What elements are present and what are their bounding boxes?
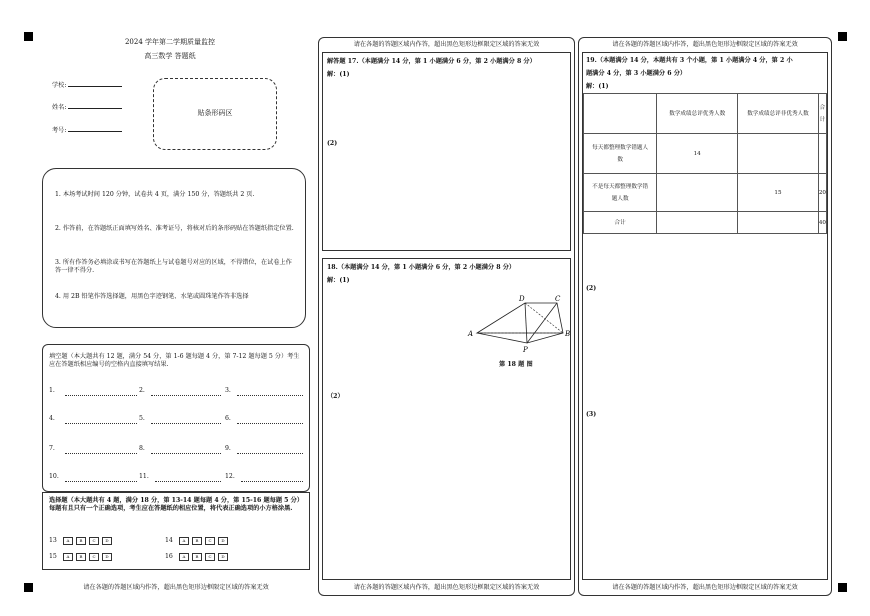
q17-solution-label: 解：(1) bbox=[327, 71, 350, 78]
choice-row-13 bbox=[49, 537, 115, 545]
q19-part3-label: (3) bbox=[586, 411, 597, 418]
edge bbox=[527, 303, 557, 343]
table-row-label: 合计 bbox=[584, 212, 657, 234]
question-number: 13 bbox=[49, 537, 57, 544]
q17-answer-area[interactable] bbox=[322, 52, 571, 251]
table-row bbox=[584, 212, 827, 234]
option-c-box[interactable]: C bbox=[89, 537, 99, 545]
point-d-label: D bbox=[519, 295, 525, 303]
option-a-box[interactable]: A bbox=[63, 553, 73, 561]
question-number: 15 bbox=[49, 553, 57, 560]
table-row bbox=[584, 174, 827, 212]
edge bbox=[477, 333, 527, 343]
q17-header: 解答题 17.（本题满分 14 分，第 1 小题满分 6 分，第 2 小题满分 8 分） bbox=[327, 58, 536, 65]
answer-blank[interactable] bbox=[151, 453, 221, 454]
option-a-box[interactable]: A bbox=[63, 537, 73, 545]
q19-part2-label: (2) bbox=[586, 285, 597, 292]
blank-number: 1. bbox=[49, 387, 55, 394]
multiple-choice-header: 选择题（本大题共有 4 题，满分 18 分，第 13-14 题每题 4 分，第 15-16 题每题 5 分）每题有且只有一个正确选项，考生应在答题纸的相应位置，将代表正确选项的小方格涂黑. bbox=[49, 497, 304, 512]
answer-blank[interactable] bbox=[65, 395, 137, 396]
answer-blank[interactable] bbox=[65, 481, 137, 482]
q19-solution-label: 解：(1) bbox=[586, 83, 609, 90]
point-a-label: A bbox=[468, 330, 474, 338]
table-cell bbox=[738, 134, 819, 174]
multiple-choice-section bbox=[42, 492, 310, 570]
option-d-box[interactable]: D bbox=[102, 553, 112, 561]
barcode-area bbox=[153, 78, 277, 150]
choice-row-15 bbox=[49, 553, 115, 561]
name-blank[interactable] bbox=[68, 108, 122, 109]
registration-mark bbox=[838, 32, 847, 41]
blank-number: 10. bbox=[49, 473, 59, 480]
table-header-cell bbox=[584, 94, 657, 134]
q18-figure-caption: 第 18 题 图 bbox=[499, 361, 533, 368]
q18-part2-label: （2） bbox=[327, 393, 344, 400]
q19-answer-area[interactable] bbox=[582, 52, 828, 580]
school-blank[interactable] bbox=[68, 86, 122, 87]
blank-number: 5. bbox=[139, 415, 145, 422]
answer-blank[interactable] bbox=[155, 481, 221, 482]
blank-number: 6. bbox=[225, 415, 231, 422]
option-b-box[interactable]: B bbox=[76, 537, 86, 545]
contingency-table bbox=[583, 93, 827, 234]
point-c-label: C bbox=[555, 295, 561, 303]
edge bbox=[527, 333, 563, 343]
blank-number: 9. bbox=[225, 445, 231, 452]
table-cell bbox=[657, 212, 738, 234]
table-cell bbox=[738, 212, 819, 234]
warning-note: 请在各题的答题区域内作答，超出黑色矩形边框限定区域的答案无效 bbox=[353, 41, 540, 48]
exam-number-field[interactable] bbox=[52, 127, 122, 135]
table-row-label: 不是每天都整理数学错题人数 bbox=[584, 174, 657, 212]
instruction-item: 3. 所有作答务必填涂或书写在答题纸上与试卷题号对应的区域，不得错位，在试卷上作答一律不得分. bbox=[55, 259, 292, 274]
blank-number: 4. bbox=[49, 415, 55, 422]
blank-number: 8. bbox=[139, 445, 145, 452]
option-c-box[interactable]: C bbox=[205, 553, 215, 561]
answer-blank[interactable] bbox=[151, 423, 221, 424]
q18-solution-label: 解：(1) bbox=[327, 277, 350, 284]
table-row-label: 每天都整理数学错题人数 bbox=[584, 134, 657, 174]
table-cell bbox=[818, 134, 826, 174]
question-number: 16 bbox=[165, 553, 173, 560]
answer-blank[interactable] bbox=[237, 395, 303, 396]
table-cell bbox=[657, 174, 738, 212]
blank-number: 12. bbox=[225, 473, 235, 480]
q19-header-line2: 题满分 4 分，第 3 小题满分 6 分） bbox=[586, 70, 687, 77]
instruction-item: 4. 用 2B 铅笔作答选择题，用黑色字迹钢笔、水笔或圆珠笔作答非选择 bbox=[55, 293, 249, 300]
q17-part2-label: (2) bbox=[327, 140, 338, 147]
blank-number: 3. bbox=[225, 387, 231, 394]
blank-number: 11. bbox=[139, 473, 149, 480]
option-b-box[interactable]: B bbox=[76, 553, 86, 561]
exam-number-label: 考号: bbox=[52, 127, 67, 134]
instructions-box bbox=[42, 168, 306, 328]
registration-mark bbox=[24, 583, 33, 592]
instruction-item: 1. 本场考试时间 120 分钟，试卷共 4 页，满分 150 分，答题纸共 2 页. bbox=[55, 191, 255, 198]
option-c-box[interactable]: C bbox=[89, 553, 99, 561]
exam-number-blank[interactable] bbox=[68, 131, 122, 132]
option-b-box[interactable]: B bbox=[192, 553, 202, 561]
table-header-row bbox=[584, 94, 827, 134]
option-b-box[interactable]: B bbox=[192, 537, 202, 545]
point-p-label: P bbox=[523, 346, 528, 354]
table-cell: 40 bbox=[818, 212, 826, 234]
table-header-cell: 合计 bbox=[818, 94, 826, 134]
warning-note: 请在各题的答题区域内作答，超出黑色矩形边框限定区域的答案无效 bbox=[353, 584, 540, 591]
fill-blank-section bbox=[42, 344, 310, 492]
dashed-edge bbox=[525, 303, 563, 333]
option-d-box[interactable]: D bbox=[102, 537, 112, 545]
option-d-box[interactable]: D bbox=[218, 553, 228, 561]
barcode-area-label: 贴条形码区 bbox=[197, 109, 233, 117]
school-label: 学校: bbox=[52, 82, 67, 89]
choice-row-14 bbox=[165, 537, 231, 545]
answer-blank[interactable] bbox=[151, 395, 221, 396]
table-row bbox=[584, 134, 827, 174]
instruction-item: 2. 作答前，在答题纸正面填写姓名、准考证号，将核对后的条形码贴在答题纸指定位置. bbox=[55, 225, 294, 232]
option-a-box[interactable]: A bbox=[179, 553, 189, 561]
table-header-cell: 数学成绩总评优秀人数 bbox=[657, 94, 738, 134]
point-b-label: B bbox=[565, 330, 571, 338]
table-cell: 14 bbox=[657, 134, 738, 174]
option-d-box[interactable]: D bbox=[218, 537, 228, 545]
blank-number: 2. bbox=[139, 387, 145, 394]
q18-header: 18.（本题满分 14 分，第 1 小题满分 6 分，第 2 小题满分 8 分） bbox=[327, 264, 516, 271]
choice-row-16 bbox=[165, 553, 231, 561]
table-cell: 15 bbox=[738, 174, 819, 212]
warning-note: 请在各题的答题区域内作答，超出黑色矩形边框限定区域的答案无效 bbox=[612, 41, 798, 48]
registration-mark bbox=[24, 32, 33, 41]
exam-title: 2024 学年第二学期质量监控 bbox=[124, 38, 216, 46]
warning-note: 请在各题的答题区域内作答，超出黑色矩形边框限定区域的答案无效 bbox=[83, 584, 269, 591]
option-c-box[interactable]: C bbox=[205, 537, 215, 545]
sheet-subtitle: 高三数学 答题纸 bbox=[144, 52, 196, 60]
edge bbox=[525, 303, 527, 343]
answer-blank[interactable] bbox=[241, 481, 303, 482]
base-edge bbox=[477, 303, 563, 333]
fill-blank-header: 填空题（本大题共有 12 题，满分 54 分，第 1-6 题每题 4 分，第 7-12 题每题 5 分）考生应在答题纸相应编号的空格内直接填写结果. bbox=[49, 353, 300, 368]
answer-blank[interactable] bbox=[237, 423, 303, 424]
answer-blank[interactable] bbox=[65, 453, 137, 454]
q19-header-line1: 19.（本题满分 14 分，本题共有 3 个小题，第 1 小题满分 4 分，第 2 小 bbox=[586, 57, 793, 64]
table-cell: 20 bbox=[818, 174, 826, 212]
school-field[interactable] bbox=[52, 82, 122, 90]
answer-blank[interactable] bbox=[237, 453, 303, 454]
option-a-box[interactable]: A bbox=[179, 537, 189, 545]
answer-blank[interactable] bbox=[65, 423, 137, 424]
question-number: 14 bbox=[165, 537, 173, 544]
q18-figure bbox=[463, 291, 573, 371]
blank-number: 7. bbox=[49, 445, 55, 452]
name-label: 姓名: bbox=[52, 104, 67, 111]
q18-answer-area[interactable] bbox=[322, 258, 571, 580]
registration-mark bbox=[838, 583, 847, 592]
warning-note: 请在各题的答题区域内作答，超出黑色矩形边框限定区域的答案无效 bbox=[612, 584, 798, 591]
table-header-cell: 数学成绩总评非优秀人数 bbox=[738, 94, 819, 134]
name-field[interactable] bbox=[52, 104, 122, 112]
